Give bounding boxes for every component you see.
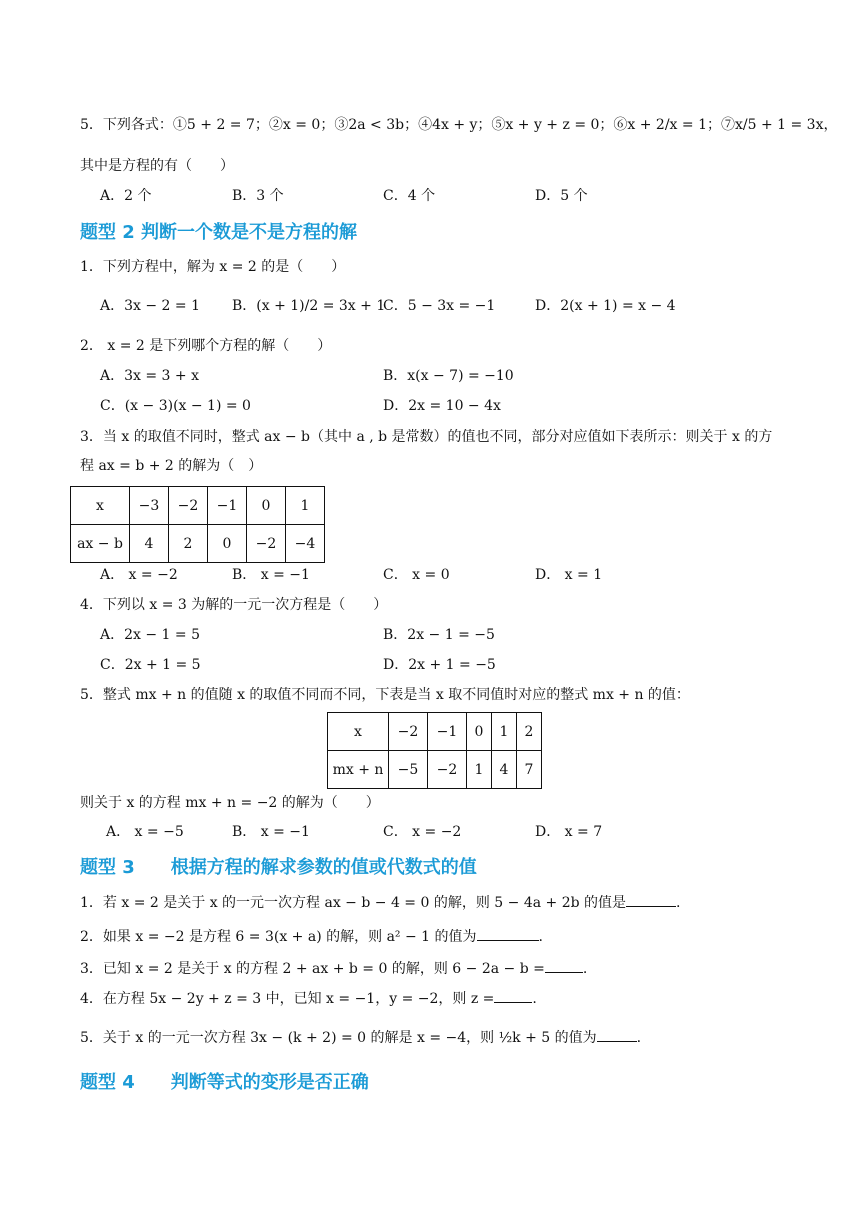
table-cell: 2 [169, 525, 208, 563]
s3-question-5 [80, 1027, 641, 1048]
section-title-type-3: 题型 3 根据方程的解求参数的值或代数式的值 [80, 857, 477, 878]
option-b: B．3 个 [232, 188, 284, 204]
table-cell: 7 [517, 751, 542, 789]
table-cell: 4 [130, 525, 169, 563]
s2-question-3-stem-line2: 程 ax = b + 2 的解为（ ） [80, 458, 263, 474]
table-cell: x [328, 713, 389, 751]
period: . [676, 895, 681, 911]
table-cell: −5 [389, 751, 428, 789]
option-b: B．2x − 1 = −5 [383, 627, 495, 643]
value-table-mx-n [327, 712, 542, 789]
table-cell: ax − b [71, 525, 130, 563]
table-cell: 1 [467, 751, 492, 789]
table-cell: −4 [286, 525, 325, 563]
question-text: 1．若 x = 2 是关于 x 的一元一次方程 ax − b − 4 = 0 的解，则 5 − 4a + 2b 的值是 [80, 895, 627, 911]
s3-question-4 [80, 988, 537, 1009]
option-b: B．(x + 1)/2 = 3x + 1 [232, 298, 386, 314]
table-cell: −1 [208, 487, 247, 525]
option-b: B． x = −1 [232, 824, 310, 840]
option-d: D．2x = 10 − 4x [383, 398, 501, 414]
table-cell: 0 [467, 713, 492, 751]
option-a: A． x = −2 [100, 567, 178, 583]
option-a: A．2 个 [100, 188, 152, 204]
table-cell: −1 [428, 713, 467, 751]
option-c: C．5 − 3x = −1 [383, 298, 496, 314]
table-cell: −2 [428, 751, 467, 789]
table-cell: x [71, 487, 130, 525]
option-a: A．3x = 3 + x [100, 368, 199, 384]
answer-blank[interactable] [626, 892, 676, 907]
option-d: D．2(x + 1) = x − 4 [535, 298, 676, 314]
option-a: A． x = −5 [106, 824, 184, 840]
period: . [532, 991, 537, 1007]
question-text: 2．如果 x = −2 是方程 6 = 3(x + a) 的解，则 a² − 1 的值为 [80, 929, 477, 945]
option-a: A．2x − 1 = 5 [100, 627, 200, 643]
option-b: B．x(x − 7) = −10 [383, 368, 514, 384]
table-cell: 1 [286, 487, 325, 525]
answer-blank[interactable] [494, 988, 532, 1003]
answer-blank[interactable] [477, 926, 539, 941]
period: . [538, 929, 543, 945]
option-c: C．4 个 [383, 188, 436, 204]
question-text: 4．在方程 5x − 2y + z = 3 中，已知 x = −1，y = −2，则 z = [80, 991, 495, 1007]
s2-question-4-stem: 4．下列以 x = 3 为解的一元一次方程是（ ） [80, 597, 388, 613]
table-cell: −2 [247, 525, 286, 563]
option-c: C．2x + 1 = 5 [100, 657, 201, 673]
table-cell: 0 [247, 487, 286, 525]
option-d: D．2x + 1 = −5 [383, 657, 496, 673]
option-b: B． x = −1 [232, 567, 310, 583]
section-title-type-4: 题型 4 判断等式的变形是否正确 [80, 1072, 369, 1093]
option-c: C． x = −2 [383, 824, 462, 840]
table-cell: −2 [169, 487, 208, 525]
s2-question-5-stem-line2: 则关于 x 的方程 mx + n = −2 的解为（ ） [80, 795, 380, 811]
s3-question-2 [80, 926, 543, 947]
question-5-stem: 5．下列各式：①5 + 2 = 7；②x = 0；③2a < 3b；④4x + y；⑤x + y + z = 0；⑥x + 2/x = 1；⑦x/5 + 1 = 3x， [80, 117, 838, 133]
question-text: 3．已知 x = 2 是关于 x 的方程 2 + ax + b = 0 的解，则 6 − 2a − b = [80, 961, 545, 977]
option-c: C． x = 0 [383, 567, 450, 583]
s2-question-3-stem: 3．当 x 的取值不同时，整式 ax − b（其中 a , b 是常数）的值也不同，部分对应值如下表所示：则关于 x 的方 [80, 429, 773, 445]
option-d: D．5 个 [535, 188, 588, 204]
s3-question-1 [80, 892, 681, 913]
s2-question-1-stem: 1．下列方程中，解为 x = 2 的是（ ） [80, 259, 346, 275]
option-d: D． x = 7 [535, 824, 603, 840]
period: . [636, 1030, 642, 1046]
option-a: A．3x − 2 = 1 [100, 298, 200, 314]
question-5-stem-line2: 其中是方程的有（ ） [80, 158, 234, 174]
section-title-type-2: 题型 2 判断一个数是不是方程的解 [80, 222, 358, 243]
period: . [582, 961, 588, 977]
table-cell: −2 [389, 713, 428, 751]
question-text: 5．关于 x 的一元一次方程 3x − (k + 2) = 0 的解是 x = −4，则 ½k + 5 的值为 [80, 1030, 597, 1046]
answer-blank[interactable] [545, 958, 583, 973]
table-cell: 4 [492, 751, 517, 789]
value-table-ax-b [70, 486, 325, 563]
option-c: C．(x − 3)(x − 1) = 0 [100, 398, 251, 414]
table-cell: −3 [130, 487, 169, 525]
answer-blank[interactable] [597, 1027, 637, 1042]
table-cell: 2 [517, 713, 542, 751]
s3-question-3 [80, 958, 587, 979]
s2-question-2-stem: 2． x = 2 是下列哪个方程的解（ ） [80, 338, 332, 354]
option-d: D． x = 1 [535, 567, 603, 583]
table-cell: 0 [208, 525, 247, 563]
table-cell: mx + n [328, 751, 389, 789]
table-cell: 1 [492, 713, 517, 751]
s2-question-5-stem: 5．整式 mx + n 的值随 x 的取值不同而不同，下表是当 x 取不同值时对应的整式 mx + n 的值： [80, 687, 690, 703]
